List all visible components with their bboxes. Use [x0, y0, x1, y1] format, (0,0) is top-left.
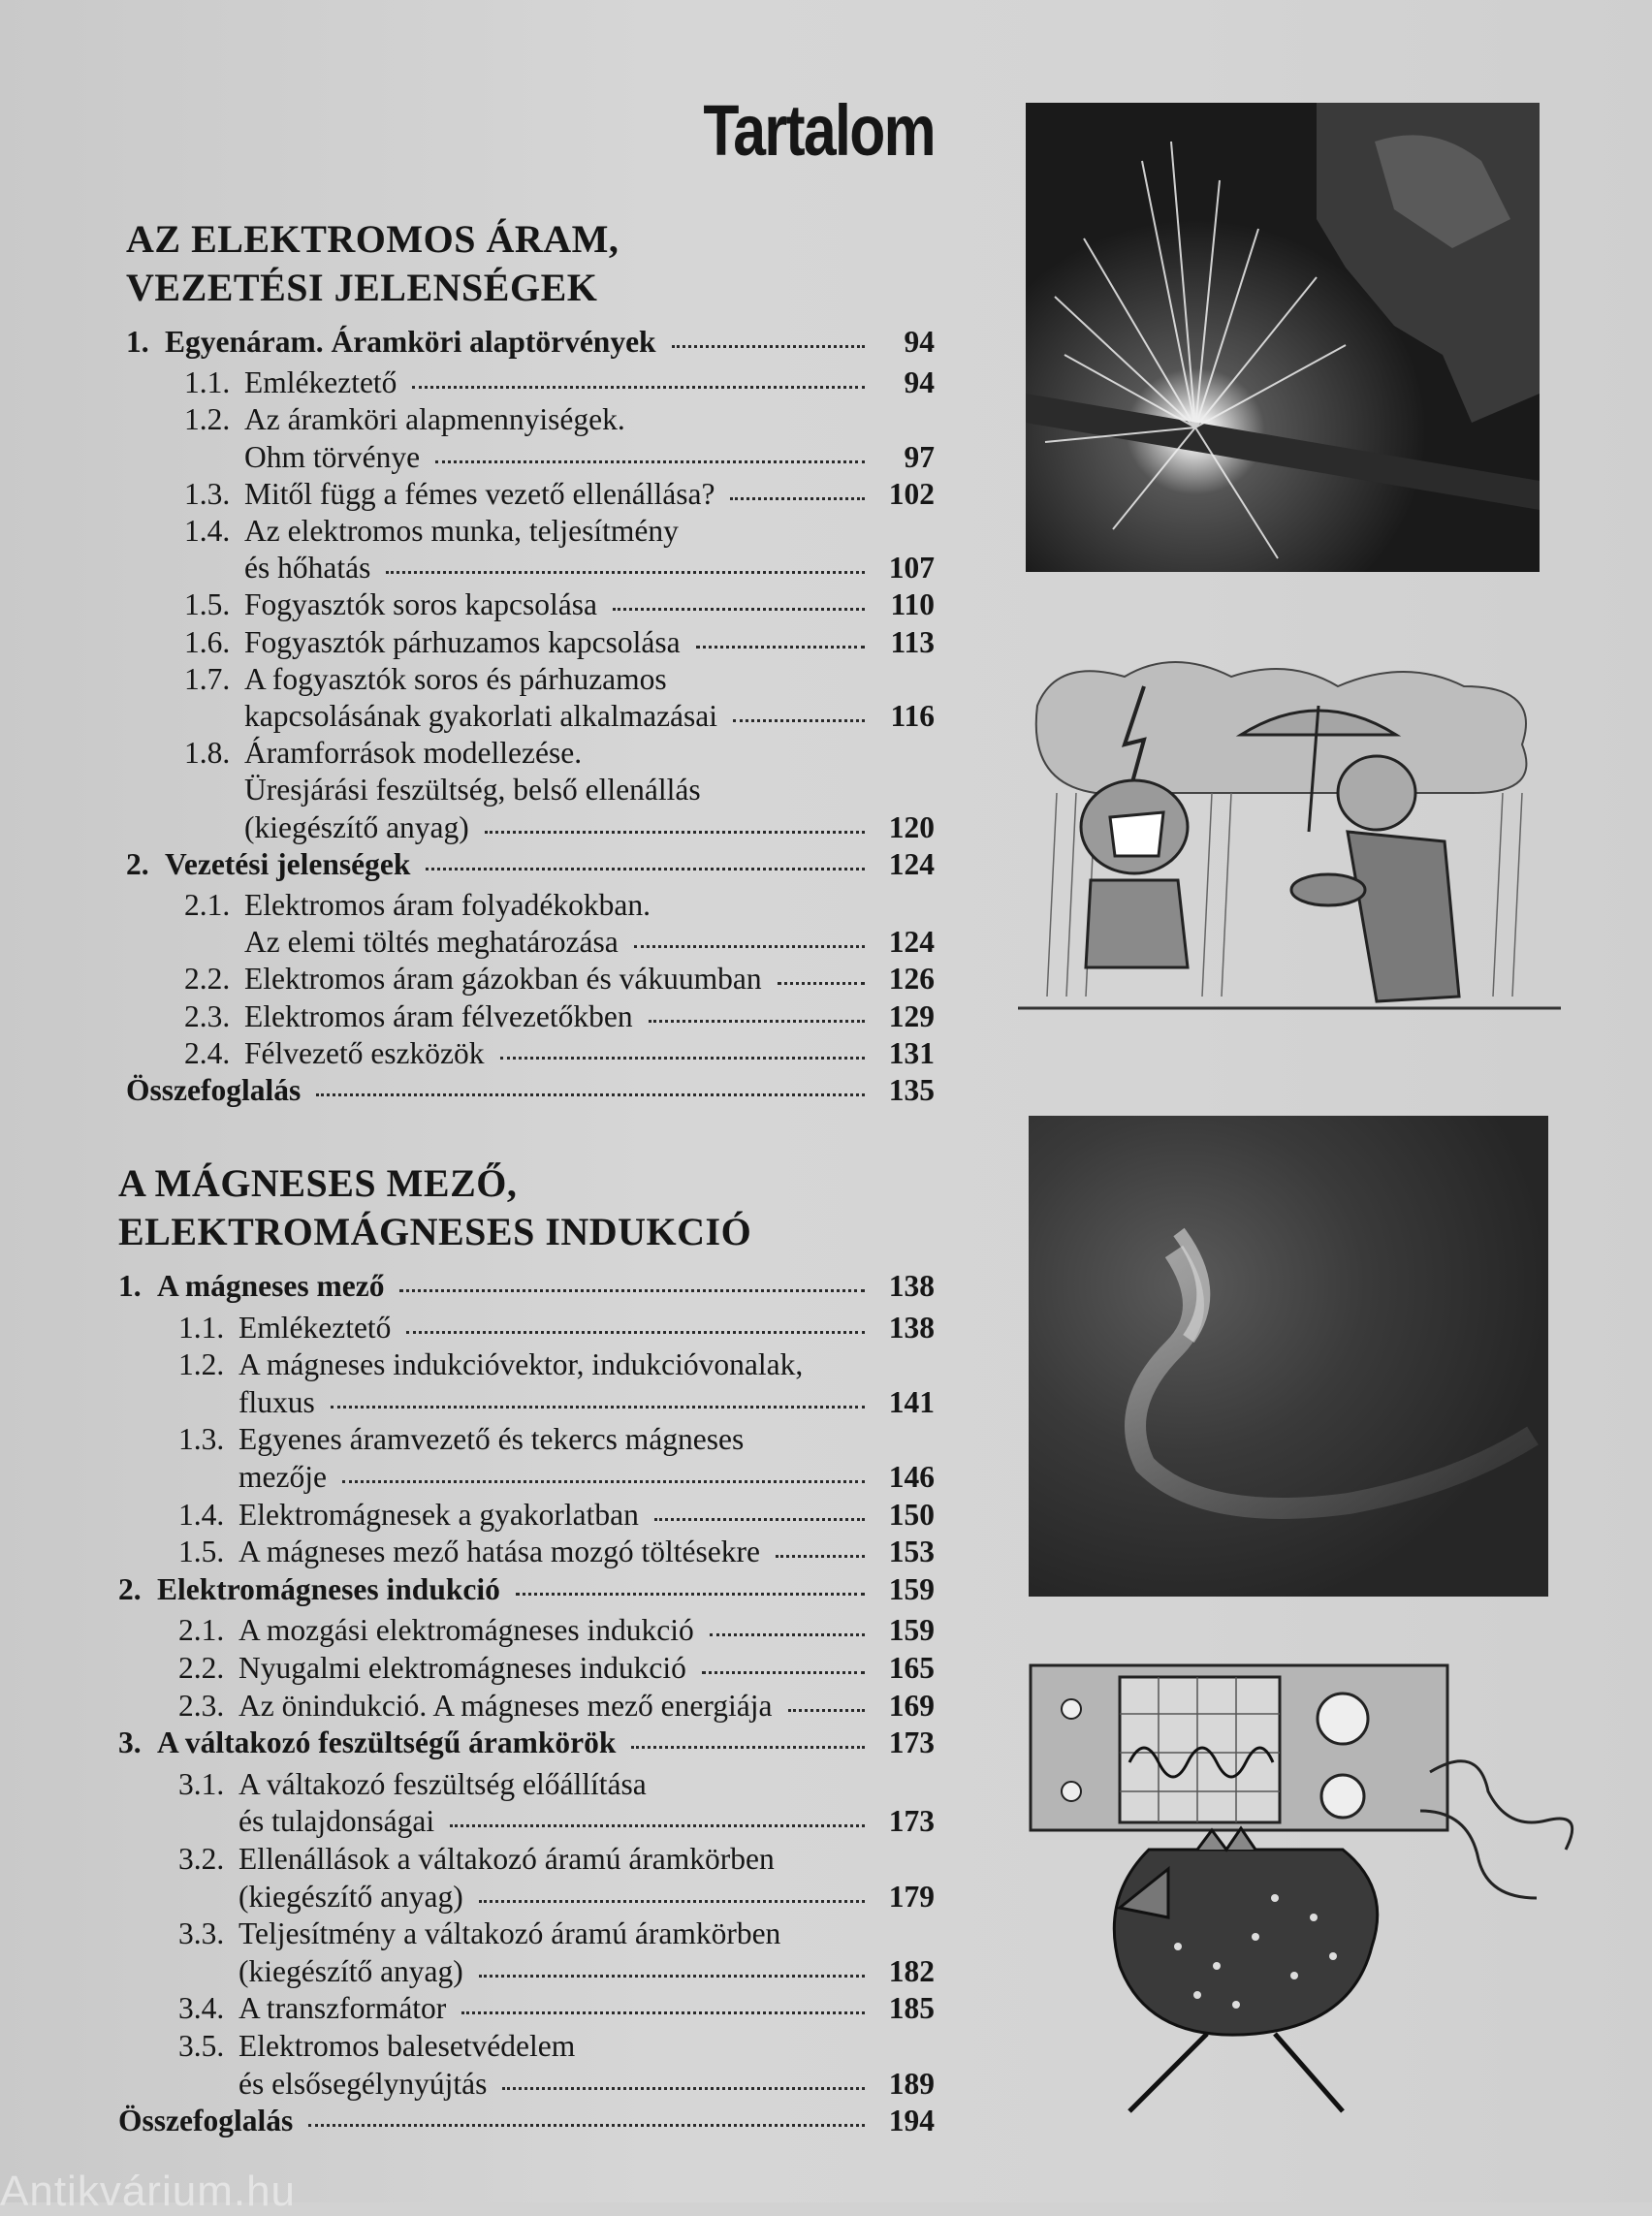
- toc-entry-line: [184, 513, 679, 550]
- toc-entry-title: Összefoglalás: [126, 1073, 302, 1107]
- toc-entry-title: Emlékeztető: [238, 1310, 392, 1345]
- toc-entry-title: Fogyasztók soros kapcsolása: [244, 587, 597, 622]
- dot-leader: [613, 608, 865, 611]
- toc-entry-title: Elektromos áram gázokban és vákuumban: [244, 962, 762, 997]
- toc-entry-number: 1.1.: [178, 1310, 225, 1345]
- toc-entry-page: 173: [888, 1725, 935, 1760]
- dot-leader: [461, 2011, 865, 2014]
- dot-leader: [776, 1555, 865, 1558]
- toc-entry-title: A váltakozó feszültség előállítása: [238, 1766, 647, 1801]
- toc-entry-page: 107: [888, 551, 935, 586]
- toc-entry-label: [178, 1497, 639, 1534]
- toc-entry-page: 182: [888, 1953, 935, 1988]
- section-2-heading-line-2: ELEKTROMÁGNESES INDUKCIÓ: [118, 1210, 752, 1253]
- dot-leader: [450, 1824, 865, 1827]
- toc-entry-label: [184, 364, 397, 401]
- toc-entry-page: 194: [888, 2104, 935, 2138]
- toc-entry-title: Az önindukció. A mágneses mező energiája: [238, 1688, 773, 1723]
- toc-entry-page: 126: [888, 962, 935, 997]
- toc-entry-number: 1.6.: [184, 624, 231, 659]
- toc-entry-line: [184, 661, 667, 698]
- toc-entry-page: 146: [888, 1460, 935, 1494]
- toc-entry-continuation: (kiegészítő anyag): [238, 1879, 463, 1914]
- dot-leader: [654, 1518, 865, 1521]
- toc-entry-label: [184, 961, 762, 997]
- toc-entry-page: 97: [904, 439, 935, 474]
- section-2-heading: [118, 1159, 751, 1256]
- toc-entry-label: [178, 1990, 446, 2027]
- toc-entry-label: [126, 846, 410, 883]
- dot-leader: [412, 386, 865, 389]
- dot-leader: [479, 1975, 865, 1978]
- toc-entry-continuation: fluxus: [238, 1384, 315, 1419]
- toc-entry-page: 153: [888, 1535, 935, 1569]
- toc-entry-continuation: és elsősegélynyújtás: [238, 2066, 488, 2101]
- toc-entry-number: 1.3.: [184, 476, 231, 511]
- toc-summary-entry[interactable]: [118, 2103, 935, 2139]
- toc-entry-page: 179: [888, 1879, 935, 1914]
- toc-entry-page: 124: [888, 846, 935, 881]
- toc-entry-page: 150: [888, 1497, 935, 1532]
- toc-entry-page: 94: [904, 325, 935, 359]
- toc-entry-number: 2.3.: [184, 998, 231, 1033]
- toc-entry-number: 1.1.: [184, 365, 231, 400]
- toc-entry-number: 1.: [118, 1269, 142, 1303]
- toc-entry-number: 2.4.: [184, 1035, 231, 1070]
- toc-entry-number: 1.4.: [178, 1497, 225, 1532]
- dot-leader: [308, 2124, 865, 2127]
- toc-entry[interactable]: [238, 1384, 935, 1421]
- toc-entry-page: 129: [888, 998, 935, 1033]
- toc-entry[interactable]: [178, 1534, 935, 1570]
- toc-entry[interactable]: [244, 439, 935, 476]
- section-1-heading: [126, 215, 619, 312]
- toc-entry-continuation: mezője: [238, 1460, 327, 1494]
- toc-entry-number: 2.1.: [184, 888, 231, 922]
- dot-leader: [672, 345, 865, 348]
- toc-entry-line: [178, 1915, 780, 1952]
- toc-entry[interactable]: [184, 476, 935, 513]
- toc-entry-title: Ellenállások a váltakozó áramú áramkörben: [238, 1842, 775, 1876]
- welding-photo-image: [1026, 103, 1540, 572]
- toc-entry-title: Elektromágnesek a gyakorlatban: [238, 1497, 639, 1532]
- toc-entry-line: [184, 735, 582, 772]
- rain-umbrella-cartoon-image: [1018, 648, 1561, 1026]
- toc-entry[interactable]: [244, 550, 935, 586]
- toc-entry-page: 173: [888, 1804, 935, 1839]
- toc-entry-label: [178, 1310, 391, 1346]
- toc-entry-title: A fogyasztók soros és párhuzamos: [244, 661, 667, 696]
- toc-entry-title: Mitől függ a fémes vezető ellenállása?: [244, 476, 715, 511]
- dot-leader: [479, 1900, 865, 1903]
- toc-entry-page: 124: [888, 925, 935, 960]
- dot-leader: [702, 1671, 865, 1674]
- toc-entry-page: 120: [888, 809, 935, 844]
- dot-leader: [710, 1633, 865, 1636]
- toc-entry-page: 131: [888, 1035, 935, 1070]
- toc-entry-continuation: (kiegészítő anyag): [244, 809, 469, 844]
- dot-leader: [696, 646, 865, 649]
- toc-entry-continuation: Ohm törvénye: [244, 439, 421, 474]
- toc-entry-title: Vezetési jelenségek: [165, 846, 411, 881]
- dot-leader: [649, 1020, 865, 1023]
- dot-leader: [485, 831, 865, 834]
- toc-entry[interactable]: [178, 1310, 935, 1346]
- toc-entry[interactable]: [178, 1990, 935, 2027]
- dot-leader: [342, 1480, 865, 1483]
- toc-entry-title: Elektromágneses indukció: [157, 1571, 500, 1606]
- oscilloscope-rooster-cartoon: [1023, 1656, 1595, 2131]
- toc-entry-number: 3.1.: [178, 1766, 225, 1801]
- toc-entry[interactable]: [184, 624, 935, 661]
- toc-entry-label: [118, 1268, 384, 1305]
- toc-entry-number: 2.2.: [184, 962, 231, 997]
- toc-entry-title: A váltakozó feszültségű áramkörök: [157, 1725, 617, 1760]
- toc-entry-page: 94: [904, 365, 935, 400]
- toc-entry-number: 1.2.: [184, 402, 231, 437]
- dot-leader: [316, 1093, 865, 1096]
- toc-entry[interactable]: [184, 1035, 935, 1072]
- toc-entry[interactable]: [244, 924, 935, 961]
- dot-leader: [331, 1406, 865, 1409]
- toc-entry[interactable]: [244, 809, 935, 846]
- toc-entry[interactable]: [238, 1953, 935, 1990]
- toc-entry-label: [184, 586, 597, 623]
- aurora-photo-image: [1029, 1116, 1548, 1597]
- toc-entry[interactable]: [238, 1803, 935, 1840]
- toc-entry-line: [178, 1421, 744, 1458]
- toc-entry-number: 2.: [126, 846, 149, 881]
- section-2-heading-line-1: A MÁGNESES MEZŐ,: [118, 1161, 518, 1205]
- toc-entry-number: 1.: [126, 325, 149, 359]
- toc-entry-label: [118, 2103, 293, 2139]
- dot-leader: [634, 945, 865, 948]
- toc-entry-page: 169: [888, 1688, 935, 1723]
- welding-photo: [1026, 103, 1540, 572]
- toc-entry-number: 3.5.: [178, 2029, 225, 2063]
- dot-leader: [631, 1746, 865, 1749]
- toc-entry-continuation: és tulajdonságai: [238, 1804, 435, 1839]
- toc-entry[interactable]: [118, 1725, 935, 1761]
- toc-entry-title: Elektromos áram folyadékokban.: [244, 888, 651, 922]
- dot-leader: [386, 571, 865, 574]
- aurora-photo: [1029, 1116, 1548, 1597]
- toc-entry-title: A mágneses mező: [157, 1269, 385, 1303]
- toc-entry-title: Az elektromos munka, teljesítmény: [244, 514, 679, 548]
- toc-entry-number: 2.1.: [178, 1613, 225, 1648]
- toc-entry-page: 189: [888, 2066, 935, 2101]
- toc-entry-label: [178, 1650, 686, 1687]
- toc-entry-title: Elektromos áram félvezetőkben: [244, 998, 633, 1033]
- toc-entry-continuation: Az elemi töltés meghatározása: [244, 925, 619, 960]
- toc-entry-number: 3.4.: [178, 1991, 225, 2026]
- toc-entry-number: 3.2.: [178, 1842, 225, 1876]
- toc-entry-number: 2.2.: [178, 1651, 225, 1685]
- toc-entry[interactable]: [118, 1571, 935, 1608]
- toc-entry-number: 2.3.: [178, 1688, 225, 1723]
- toc-entry-number: 1.7.: [184, 661, 231, 696]
- toc-entry-title: Egyenes áramvezető és tekercs mágneses: [238, 1422, 745, 1457]
- toc-entry-label: [184, 476, 715, 513]
- toc-entry-label: [126, 1072, 301, 1109]
- toc-entry-title: A mágneses indukcióvektor, indukcióvonalak,: [238, 1347, 804, 1382]
- dot-leader: [500, 1057, 865, 1060]
- dot-leader: [730, 497, 865, 500]
- toc-entry-label: [184, 1035, 485, 1072]
- toc-entry-title: Fogyasztók párhuzamos kapcsolása: [244, 624, 681, 659]
- toc-entry-title: Nyugalmi elektromágneses indukció: [238, 1651, 686, 1685]
- toc-entry-continuation: kapcsolásának gyakorlati alkalmazásai: [244, 699, 718, 733]
- toc-entry-line: [178, 1841, 775, 1878]
- toc-entry-title: Félvezető eszközök: [244, 1035, 485, 1070]
- oscilloscope-rooster-cartoon-image: [1023, 1656, 1595, 2131]
- dot-leader: [516, 1593, 865, 1596]
- toc-entry-line: [178, 1346, 803, 1383]
- toc-entry-label: [118, 1571, 500, 1608]
- toc-entry-label: [184, 998, 633, 1035]
- toc-entry-title: Egyenáram. Áramköri alaptörvények: [165, 325, 656, 359]
- dot-leader: [502, 2087, 865, 2090]
- toc-entry-title: A mozgási elektromágneses indukció: [238, 1613, 694, 1648]
- toc-entry-label: [178, 1534, 760, 1570]
- toc-entry-label: [178, 1612, 694, 1649]
- toc-entry[interactable]: [184, 586, 935, 623]
- toc-entry-continuation: és hőhatás: [244, 551, 371, 586]
- toc-entry-title: Emlékeztető: [244, 365, 397, 400]
- dot-leader: [406, 1331, 865, 1334]
- toc-entry-number: 1.5.: [178, 1535, 225, 1569]
- toc-entry-label: [126, 324, 656, 361]
- section-1-heading-line-1: AZ ELEKTROMOS ÁRAM,: [126, 217, 620, 261]
- toc-entry-line: [184, 887, 651, 924]
- toc-entry-label: [118, 1725, 616, 1761]
- toc-entry-number: 1.8.: [184, 736, 231, 771]
- toc-entry-title: Összefoglalás: [118, 2104, 294, 2138]
- toc-summary-entry[interactable]: [126, 1072, 935, 1109]
- toc-entry[interactable]: [184, 961, 935, 997]
- toc-entry-number: 3.3.: [178, 1916, 225, 1951]
- rain-umbrella-cartoon: [1018, 648, 1561, 1026]
- toc-entry-number: 1.5.: [184, 587, 231, 622]
- toc-entry-page: 110: [890, 587, 935, 622]
- toc-entry-page: 135: [888, 1073, 935, 1107]
- toc-entry[interactable]: [178, 1497, 935, 1534]
- toc-entry-continuation: Üresjárási feszültség, belső ellenállás: [244, 773, 701, 807]
- toc-entry-continuation: (kiegészítő anyag): [238, 1953, 463, 1988]
- toc-entry-title: Az áramköri alapmennyiségek.: [244, 402, 625, 437]
- toc-entry-number: 3.: [118, 1725, 142, 1760]
- toc-entry-number: 2.: [118, 1571, 142, 1606]
- toc-entry-page: 141: [888, 1384, 935, 1419]
- toc-entry-label: [178, 1688, 773, 1725]
- section-1-heading-line-2: VEZETÉSI JELENSÉGEK: [126, 266, 598, 309]
- toc-entry[interactable]: [244, 698, 935, 735]
- toc-entry-number: 1.2.: [178, 1347, 225, 1382]
- dot-leader: [426, 868, 865, 871]
- toc-entry-page: 102: [888, 476, 935, 511]
- toc-entry-page: 138: [888, 1310, 935, 1345]
- toc-entry-page: 113: [890, 624, 935, 659]
- dot-leader: [435, 460, 865, 463]
- watermark: Antikvárium.hu: [0, 2168, 297, 2215]
- dot-leader: [399, 1289, 865, 1292]
- toc-entry[interactable]: [238, 1459, 935, 1496]
- dot-leader: [733, 719, 865, 722]
- toc-entry[interactable]: [238, 1879, 935, 1915]
- toc-entry-title: A mágneses mező hatása mozgó töltésekre: [238, 1535, 760, 1569]
- toc-entry-line: [178, 2028, 575, 2065]
- toc-entry-page: 185: [888, 1991, 935, 2026]
- toc-entry-page: 116: [890, 699, 935, 733]
- toc-entry[interactable]: [184, 364, 935, 401]
- toc-entry[interactable]: [178, 1650, 935, 1687]
- toc-entry[interactable]: [178, 1612, 935, 1649]
- toc-entry-title: Elektromos balesetvédelem: [238, 2029, 576, 2063]
- toc-entry-page: 165: [888, 1651, 935, 1685]
- toc-entry-page: 138: [888, 1269, 935, 1303]
- toc-entry[interactable]: [184, 998, 935, 1035]
- dot-leader: [788, 1709, 865, 1712]
- toc-entry-title: Áramforrások modellezése.: [244, 736, 583, 771]
- toc-entry-page: 159: [888, 1613, 935, 1648]
- toc-entry-line: [184, 401, 625, 438]
- toc-entry[interactable]: [126, 324, 935, 361]
- toc-entry-label: [184, 624, 681, 661]
- toc-entry[interactable]: [126, 846, 935, 883]
- page-title: Tartalom: [703, 90, 935, 171]
- toc-entry-title: Teljesítmény a váltakozó áramú áramkörben: [238, 1916, 781, 1951]
- dot-leader: [778, 982, 865, 985]
- toc-entry-title: A transzformátor: [238, 1991, 447, 2026]
- toc-entry-page: 159: [888, 1571, 935, 1606]
- toc-entry[interactable]: [118, 1268, 935, 1305]
- toc-entry-number: 1.4.: [184, 514, 231, 548]
- toc-entry[interactable]: [178, 1688, 935, 1725]
- toc-entry[interactable]: [238, 2066, 935, 2103]
- toc-entry-line: [178, 1766, 647, 1803]
- toc-entry-number: 1.3.: [178, 1422, 225, 1457]
